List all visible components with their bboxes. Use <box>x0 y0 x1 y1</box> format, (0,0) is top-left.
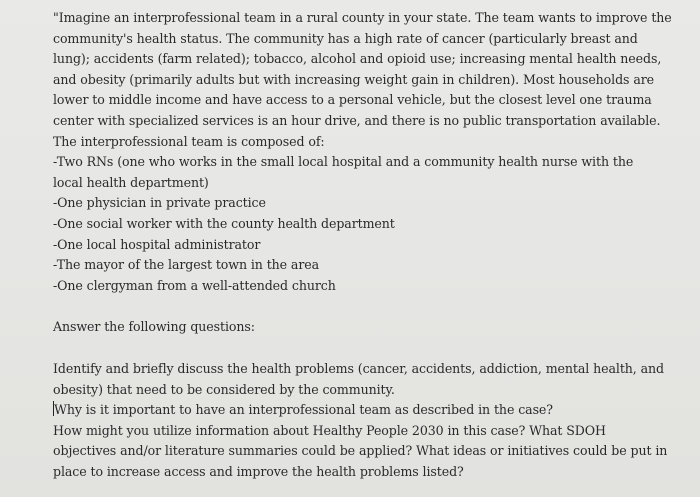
case-line: "Imagine an interprofessional team in a rural county in your state. The team wants to improve the <box>53 10 672 25</box>
question-line: How might you utilize information about Healthy People 2030 in this case? What SDOH <box>53 422 606 438</box>
case-line: center with specialized services is an hour drive, and there is no public transportation available. <box>53 112 661 128</box>
question-line: place to increase access and improve the health problems listed? <box>53 463 464 479</box>
question-line-with-cursor[interactable] <box>53 400 693 421</box>
case-line: community's health status. The community has a high rate of cancer (particularly breast and <box>53 30 638 46</box>
answer-heading: Answer the following questions: <box>53 319 255 335</box>
team-member-line: -One physician in private practice <box>53 195 266 211</box>
team-member-line: -One social worker with the county health department <box>53 215 395 231</box>
document-text <box>53 8 693 482</box>
blank-line <box>53 296 693 317</box>
team-member-line: -Two RNs (one who works in the small local hospital and a community health nurse with the <box>53 154 634 170</box>
case-line: lung); accidents (farm related); tobacco, alcohol and opioid use; increasing mental health needs, <box>53 51 662 67</box>
question-line: Why is it important to have an interprofessional team as described in the case? <box>54 402 553 418</box>
question-line: obesity) that need to be considered by the community. <box>53 381 395 397</box>
question-line: Identify and briefly discuss the health problems (cancer, accidents, addiction, mental health, and <box>53 360 664 376</box>
question-line: objectives and/or literature summaries could be applied? What ideas or initiatives could be put in <box>53 443 668 459</box>
blank-line <box>53 338 693 359</box>
case-line: The interprofessional team is composed of: <box>53 133 325 149</box>
case-line: lower to middle income and have access to a personal vehicle, but the closest level one trauma <box>53 92 652 108</box>
team-member-line: -The mayor of the largest town in the area <box>53 257 320 273</box>
case-line: and obesity (primarily adults but with increasing weight gain in children). Most households are <box>53 71 655 87</box>
team-member-line: local health department) <box>53 174 209 190</box>
team-member-line: -One clergyman from a well-attended church <box>53 277 336 293</box>
team-member-line: -One local hospital administrator <box>53 236 261 252</box>
